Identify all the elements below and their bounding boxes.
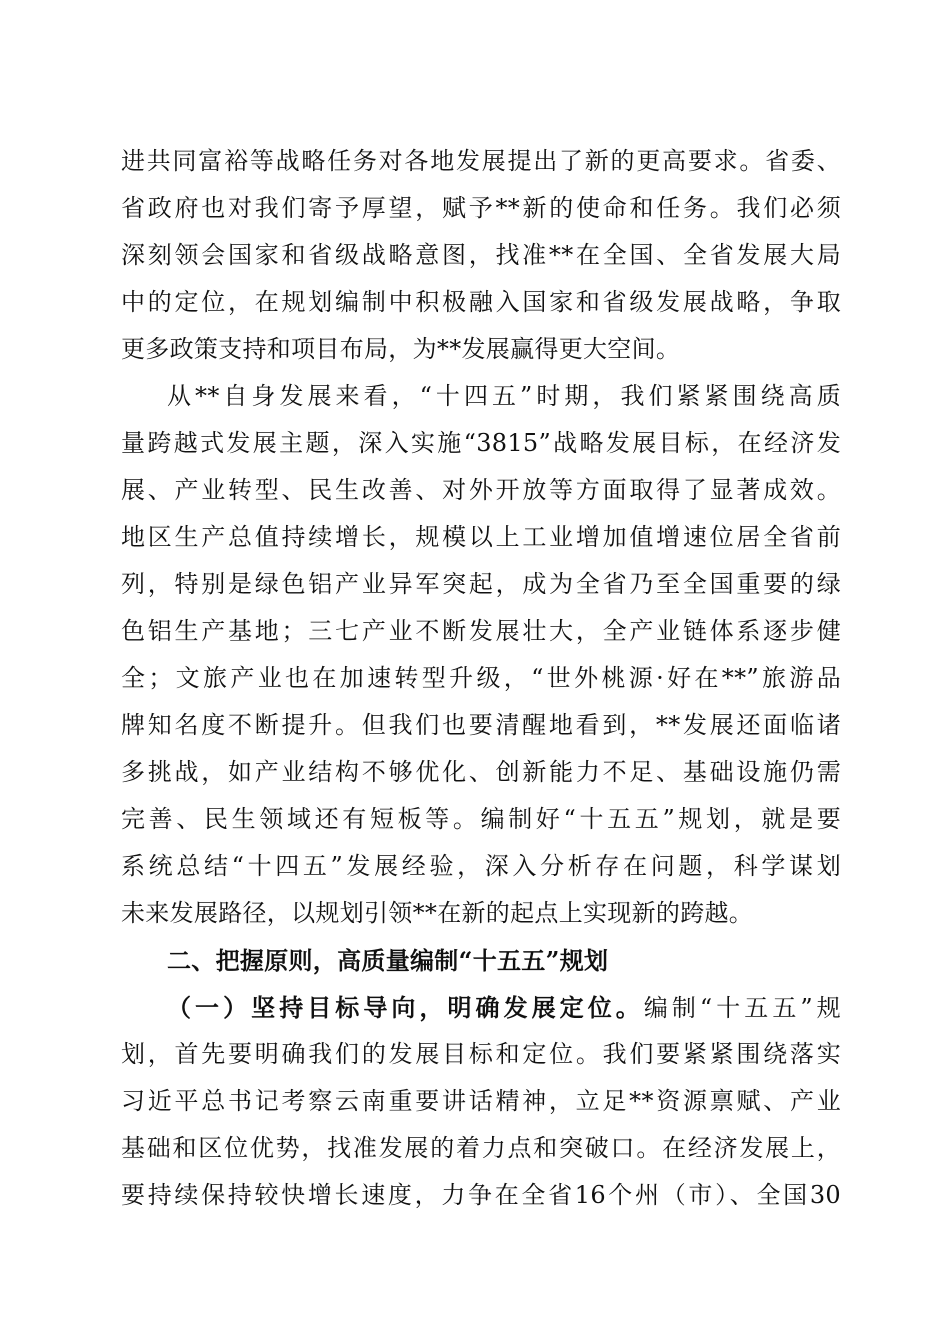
subsection-line [121,984,841,1031]
body-line: 基础和区位优势，找准发展的着力点和突破口。在经济发展上， [121,1134,841,1162]
body-line: 完善、民生领域还有短板等。编制好“十五五”规划，就是要 [121,805,841,833]
document-body [121,138,841,1219]
body-line: 系统总结“十四五”发展经验，深入分析存在问题，科学谋划 [121,852,841,880]
section-heading: 二、把握原则，高质量编制“十五五”规划 [167,946,609,975]
subsection-rest: 编制“十五五”规 [643,994,841,1022]
body-line: 多挑战，如产业结构不够优化、创新能力不足、基础设施仍需 [121,758,841,786]
body-line: 展、产业转型、民生改善、对外开放等方面取得了显著成效。 [121,476,841,504]
body-line: 牌知名度不断提升。但我们也要清醒地看到，**发展还面临诸 [121,711,841,739]
body-line: 未来发展路径，以规划引领**在新的起点上实现新的跨越。 [121,899,754,927]
body-line: 列，特别是绿色铝产业异军突起，成为全省乃至全国重要的绿 [121,570,841,598]
body-line: 中的定位，在规划编制中积极融入国家和省级发展战略，争取 [121,288,841,316]
body-line: 地区生产总值持续增长，规模以上工业增加值增速位居全省前 [121,523,841,551]
body-line: 省政府也对我们寄予厚望，赋予**新的使命和任务。我们必须 [121,194,841,222]
body-line: 习近平总书记考察云南重要讲话精神，立足**资源禀赋、产业 [121,1087,841,1115]
body-line: 从**自身发展来看，“十四五”时期，我们紧紧围绕高质 [167,382,841,410]
body-line: 量跨越式发展主题，深入实施“3815”战略发展目标，在经济发 [121,429,841,457]
body-line: 更多政策支持和项目布局，为**发展赢得更大空间。 [121,335,681,363]
subsection-lead: （一）坚持目标导向，明确发展定位。 [167,993,644,1022]
body-line: 深刻领会国家和省级战略意图，找准**在全国、全省发展大局 [121,241,841,269]
body-line: 色铝生产基地；三七产业不断发展壮大，全产业链体系逐步健 [121,617,841,645]
body-line: 要持续保持较快增长速度，力争在全省16个州（市）、全国30 [121,1181,841,1209]
body-line: 全；文旅产业也在加速转型升级，“世外桃源·好在**”旅游品 [121,664,841,692]
body-line: 进共同富裕等战略任务对各地发展提出了新的更高要求。省委、 [121,147,841,175]
body-line: 划，首先要明确我们的发展目标和定位。我们要紧紧围绕落实 [121,1040,841,1068]
